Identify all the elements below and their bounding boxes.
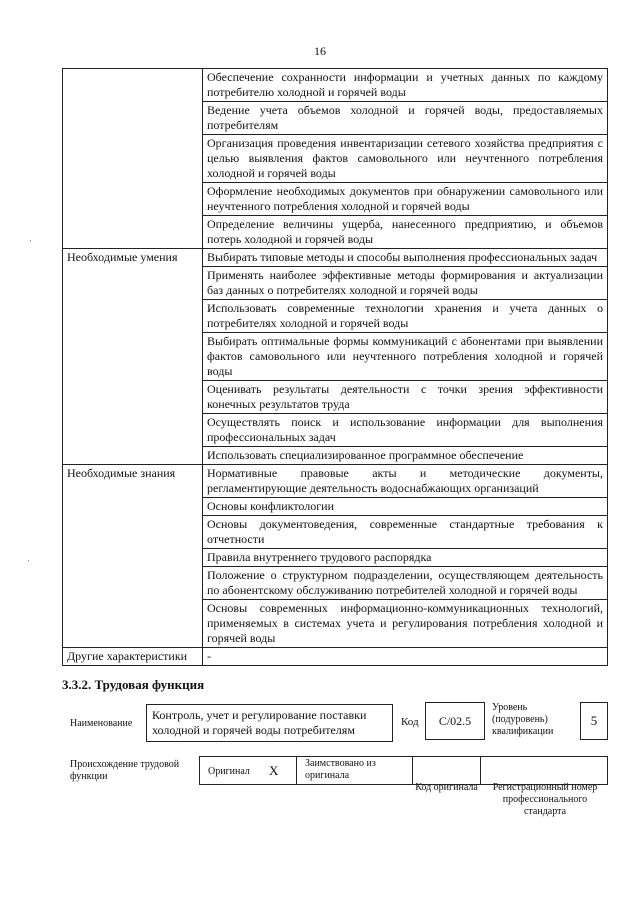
row-description: Определение величины ущерба, нанесенного предприятию, и объемов потерь холодной и горячей воды xyxy=(203,216,608,249)
reg-number-cell xyxy=(480,756,608,785)
origin-label: Происхождение трудовой функции xyxy=(70,759,180,782)
original-label: Оригинал xyxy=(208,766,250,777)
row-description: Основы конфликтологии xyxy=(203,498,608,516)
level-label: Уровень (подуровень) квалификации xyxy=(492,702,554,737)
competency-table xyxy=(62,68,608,666)
table-row xyxy=(63,648,608,666)
level-box xyxy=(580,702,608,740)
table-row xyxy=(63,249,608,267)
section-heading: 3.3.2. Трудовая функция xyxy=(62,677,205,692)
row-description: Основы современных информационно-коммуникационных технологий, применяемых в системах учета и регулирования потребления холодной и горячей воды xyxy=(203,600,608,648)
row-description: Ведение учета объемов холодной и горячей воды, предоставляемых потребителям xyxy=(203,102,608,135)
row-description: Применять наиболее эффективные методы формирования и актуализации баз данных о потребителях холодной и горячей воды xyxy=(203,267,608,300)
row-description: Осуществлять поиск и использование информации для выполнения профессиональных задач xyxy=(203,414,608,447)
row-description: Оценивать результаты деятельности с точки зрения эффективности конечных результатов труда xyxy=(203,381,608,414)
scan-speck xyxy=(30,240,31,241)
reg-number-caption: Регистрационный номер профессионального стандарта xyxy=(492,782,598,817)
name-label: Наименование xyxy=(70,718,133,729)
row-description: Выбирать типовые методы и способы выполнения профессиональных задач xyxy=(203,249,608,267)
code-box xyxy=(425,702,485,740)
row-description: Основы документоведения, современные стандартные требования к отчетности xyxy=(203,516,608,549)
row-description: Использовать современные технологии хранения и учета данных о потребителях холодной и горячей воды xyxy=(203,300,608,333)
function-name-box xyxy=(146,704,393,742)
row-description: Организация проведения инвентаризации сетевого хозяйства предприятия с целью выявления фактов самовольного или неучтенного потребления холодной и горячей воды xyxy=(203,135,608,183)
scan-speck xyxy=(28,560,29,561)
row-description: Правила внутреннего трудового распорядка xyxy=(203,549,608,567)
function-name-value: Контроль, учет и регулирование поставки холодной и горячей воды потребителям xyxy=(152,708,367,737)
competency-table-body xyxy=(63,69,608,666)
level-value: 5 xyxy=(590,713,598,728)
row-description: Выбирать оптимальные формы коммуникаций с абонентами при выявлении фактов самовольного или неучтенного потребления холодной и горячей воды xyxy=(203,333,608,381)
code-original-cell xyxy=(412,756,481,785)
row-description: Положение о структурном подразделении, осуществляющем деятельность по абонентскому обслуживанию потребителей холодной и горячей воды xyxy=(203,567,608,600)
code-label: Код xyxy=(401,716,419,728)
row-group-label xyxy=(63,69,203,249)
table-row xyxy=(63,465,608,498)
row-description: Оформление необходимых документов при обнаружении самовольного или неучтенного потребления холодной и горячей воды xyxy=(203,183,608,216)
original-cell xyxy=(199,756,297,785)
row-group-label: Другие характеристики xyxy=(63,648,203,666)
page-number: 16 xyxy=(314,44,326,58)
code-value: C/02.5 xyxy=(438,714,472,728)
row-description: Обеспечение сохранности информации и учетных данных по каждому потребителю холодной и горячей воды xyxy=(203,69,608,102)
row-description: - xyxy=(203,648,608,666)
table-row xyxy=(63,69,608,102)
row-description: Использовать специализированное программное обеспечение xyxy=(203,447,608,465)
original-mark: X xyxy=(269,763,279,778)
row-group-label: Необходимые знания xyxy=(63,465,203,648)
borrowed-cell xyxy=(296,756,413,785)
code-original-caption: Код оригинала xyxy=(415,782,478,793)
row-description: Нормативные правовые акты и методические документы, регламентирующие деятельность водоснабжающих организаций xyxy=(203,465,608,498)
row-group-label: Необходимые умения xyxy=(63,249,203,465)
borrowed-label: Заимствовано из оригинала xyxy=(305,758,376,781)
